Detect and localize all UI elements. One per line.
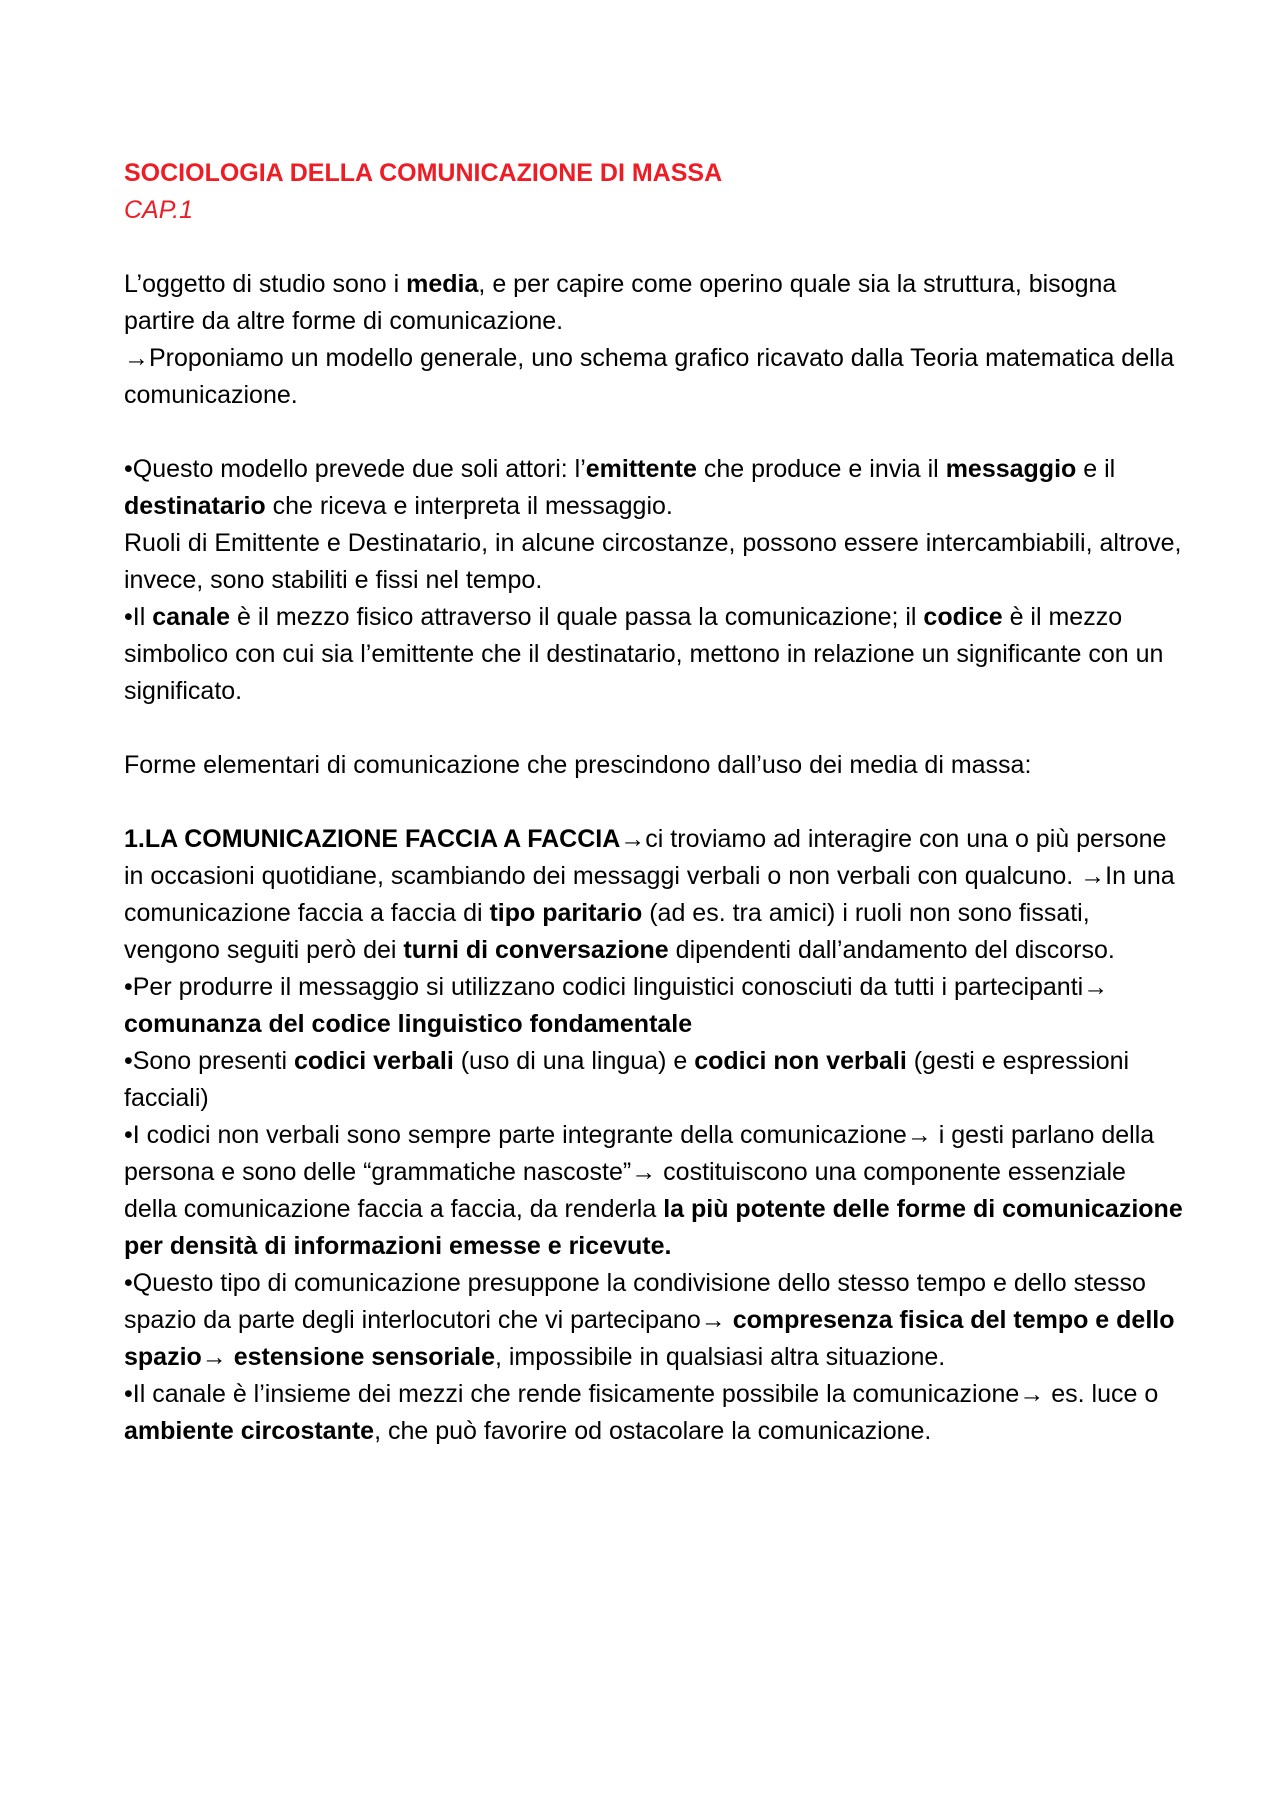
paragraph-copresence: •Questo tipo di comunicazione presuppone la condivisione dello stesso tempo e dello stesso spazio da parte degli interlocutori che vi partecipano→ compresenza fisica del tempo e dello spazio→ estensione sensoriale, impossibile in qualsiasi altra situazione.	[124, 1269, 1175, 1371]
paragraph-elementary-forms: Forme elementari di comunicazione che prescindono dall’uso dei media di massa:	[124, 751, 1032, 779]
spacer	[124, 784, 1184, 821]
spacer	[124, 710, 1184, 747]
paragraph-linguistic-codes: •Per produrre il messaggio si utilizzano codici linguistici conosciuti da tutti i partecipanti→ comunanza del codice linguistico fondamentale	[124, 973, 1109, 1038]
paragraph-channel-code: •Il canale è il mezzo fisico attraverso il quale passa la comunicazione; il codice è il mezzo simbolico con cui sia l’emittente che il destinatario, mettono in relazione un significante con un significato.	[124, 603, 1164, 705]
paragraph-verbal-codes: •Sono presenti codici verbali (uso di una lingua) e codici non verbali (gesti e espressioni facciali)	[124, 1047, 1130, 1112]
paragraph-actors: •Questo modello prevede due soli attori: l’emittente che produce e invia il messaggio e il destinatario che riceva e interpreta il messaggio.	[124, 455, 1116, 520]
chapter-label: CAP.1	[124, 196, 194, 224]
paragraph-model: →Proponiamo un modello generale, uno schema grafico ricavato dalla Teoria matematica della comunicazione.	[124, 344, 1175, 409]
paragraph-roles: Ruoli di Emittente e Destinatario, in alcune circostanze, possono essere intercambiabili, altrove, invece, sono stabiliti e fissi nel tempo.	[124, 529, 1182, 594]
paragraph-intro: L’oggetto di studio sono i media, e per capire come operino quale sia la struttura, bisogna partire da altre forme di comunicazione.	[124, 270, 1117, 335]
paragraph-channel: •Il canale è l’insieme dei mezzi che rende fisicamente possibile la comunicazione→ es. luce o ambiente circostante, che può favorire od ostacolare la comunicazione.	[124, 1380, 1159, 1445]
document-title: SOCIOLOGIA DELLA COMUNICAZIONE DI MASSA	[124, 159, 723, 187]
paragraph-non-verbal: •I codici non verbali sono sempre parte integrante della comunicazione→ i gesti parlano della persona e sono delle “grammatiche nascoste”→ costituiscono una componente essenziale della comunicazione faccia a faccia, da renderla la più potente delle forme di comunicazione per densità di informazioni emesse e ricevute.	[124, 1121, 1183, 1260]
document-page	[124, 155, 1184, 1450]
spacer	[124, 414, 1184, 451]
paragraph-face-to-face: 1.LA COMUNICAZIONE FACCIA A FACCIA→ci troviamo ad interagire con una o più persone in occasioni quotidiane, scambiando dei messaggi verbali o non verbali con qualcuno. →In una comunicazione faccia a faccia di tipo paritario (ad es. tra amici) i ruoli non sono fissati, vengono seguiti però dei turni di conversazione dipendenti dall’andamento del discorso.	[124, 825, 1175, 964]
spacer	[124, 229, 1184, 266]
